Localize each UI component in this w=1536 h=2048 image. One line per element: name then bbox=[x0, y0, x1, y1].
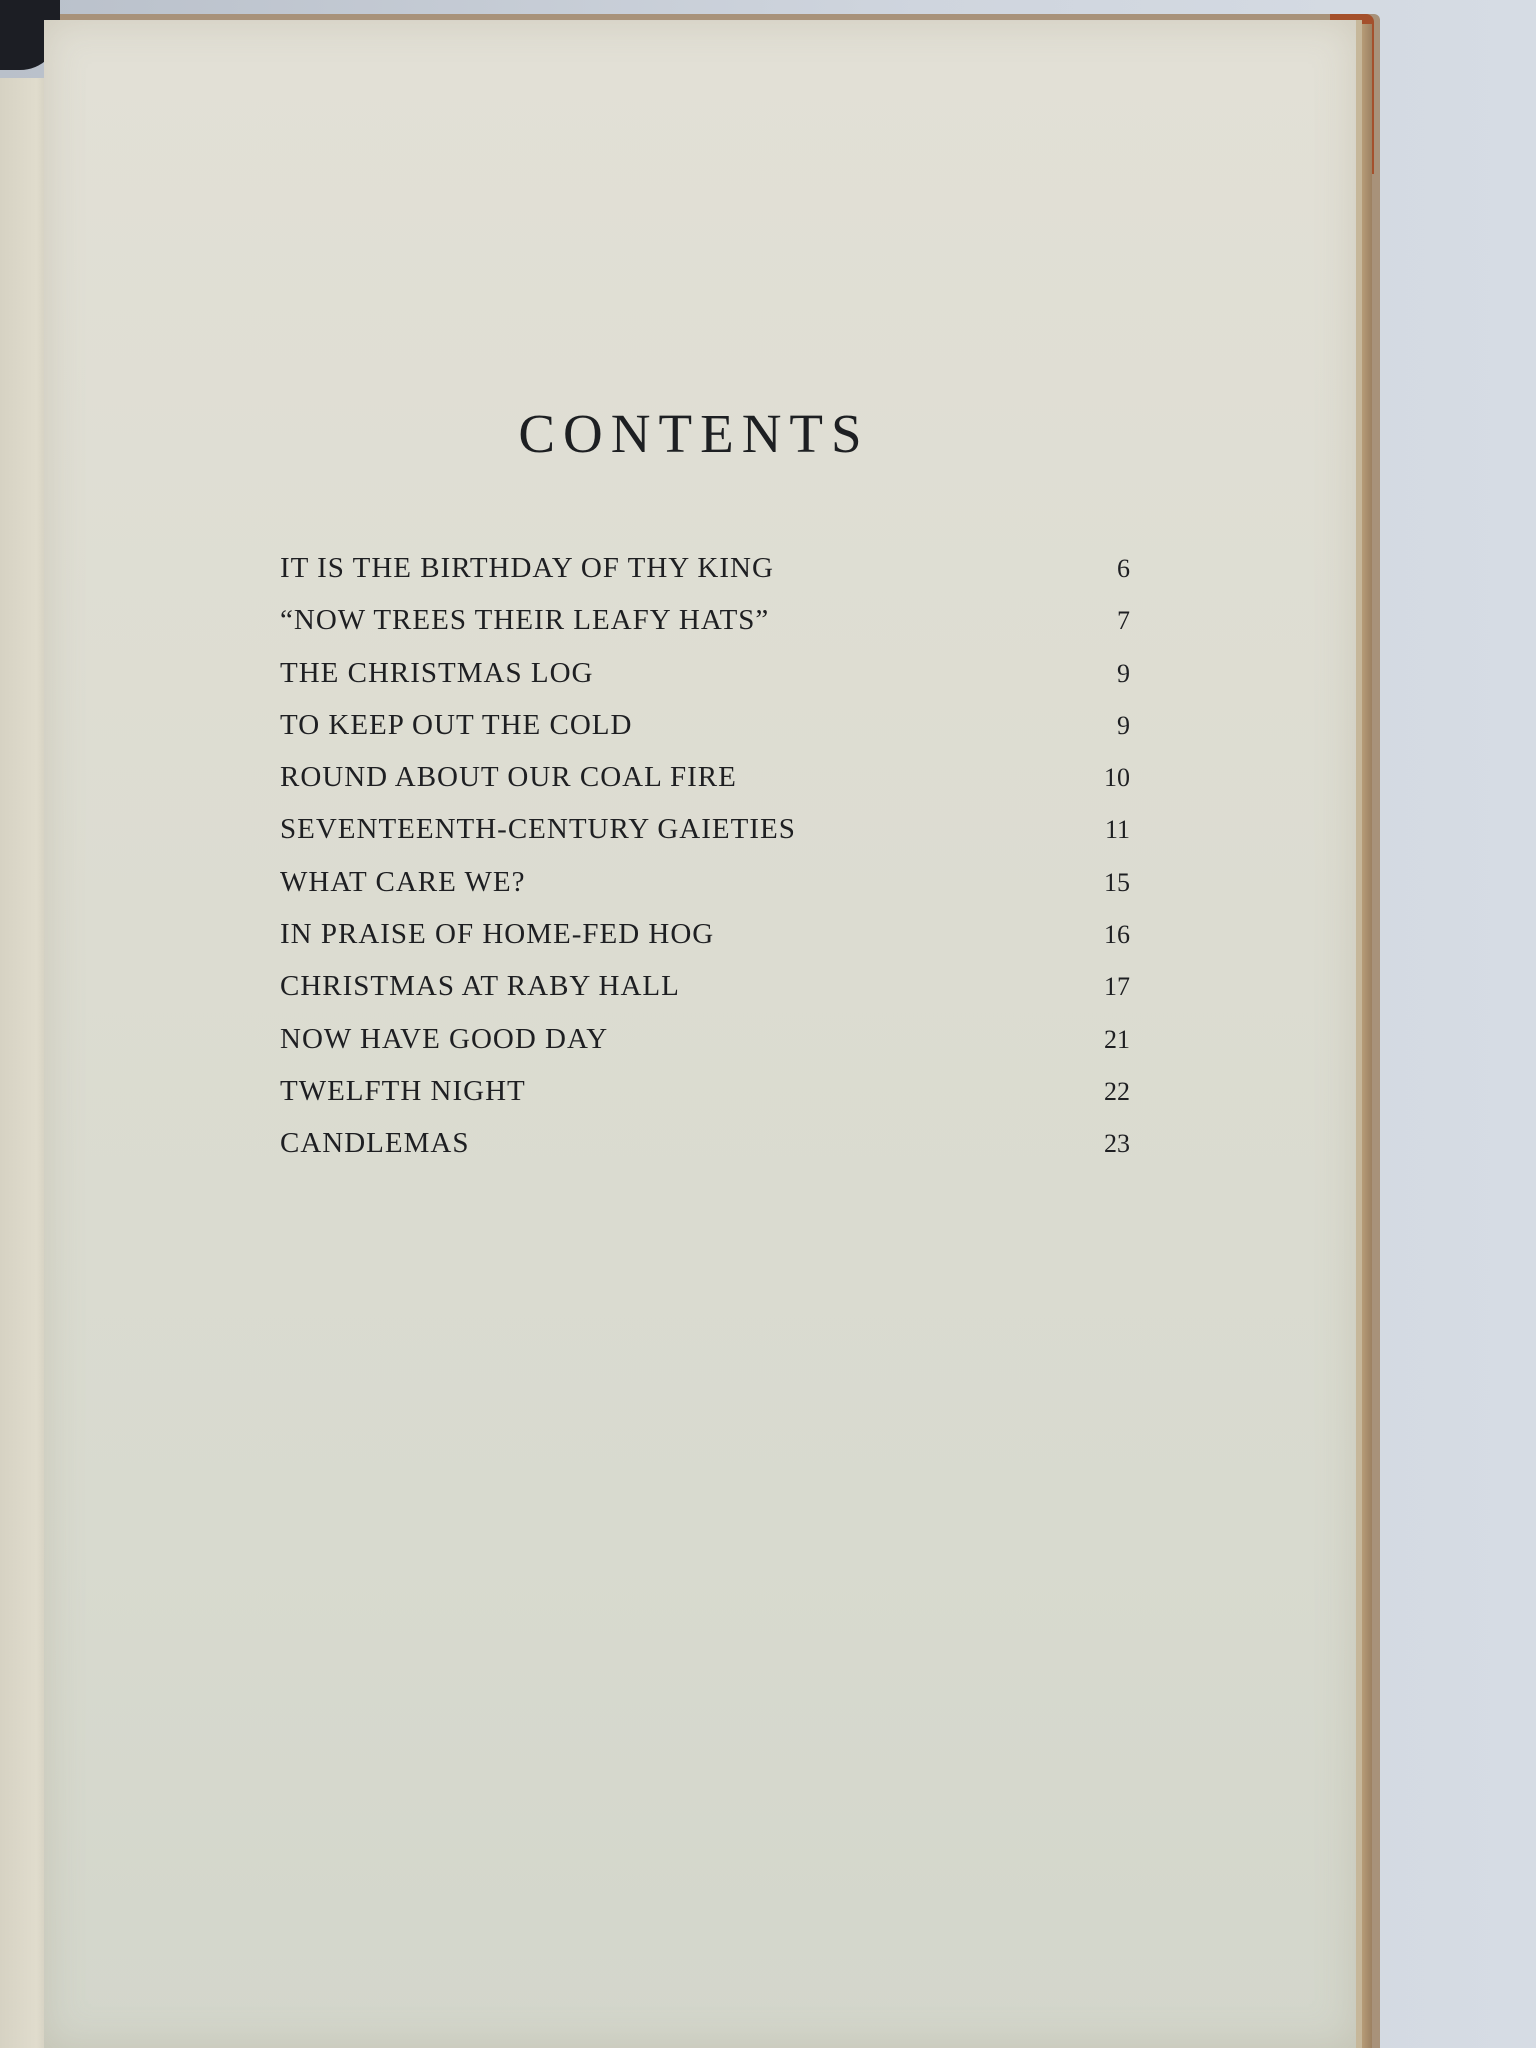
entry-page-number: 6 bbox=[1117, 554, 1130, 583]
entry-title: WHAT CARE WE? bbox=[280, 865, 526, 898]
contents-page bbox=[44, 20, 1362, 2048]
contents-entry bbox=[280, 657, 1130, 709]
entry-page-number: 9 bbox=[1117, 658, 1130, 688]
entry-title: CANDLEMAS bbox=[280, 1127, 470, 1160]
entry-title: TWELFTH NIGHT bbox=[280, 1074, 526, 1107]
contents-entry bbox=[280, 604, 1130, 656]
contents-entry bbox=[280, 709, 1130, 761]
entry-title: ROUND ABOUT OUR COAL FIRE bbox=[280, 761, 737, 794]
entry-page-number: 15 bbox=[1104, 867, 1130, 897]
entry-title: TO KEEP OUT THE COLD bbox=[280, 708, 633, 741]
entry-page-number: 16 bbox=[1104, 920, 1130, 950]
contents-entry bbox=[280, 1023, 1130, 1075]
contents-entry bbox=[280, 970, 1130, 1022]
entry-page-number: 7 bbox=[1117, 606, 1130, 636]
entry-title: IT IS THE BIRTHDAY OF THY KING bbox=[280, 552, 774, 584]
contents-list bbox=[280, 552, 1130, 1180]
entry-page-number: 23 bbox=[1104, 1129, 1130, 1159]
contents-entry bbox=[280, 918, 1130, 970]
entry-page-number: 21 bbox=[1104, 1024, 1130, 1054]
contents-heading: CONTENTS bbox=[518, 403, 870, 464]
entry-title: IN PRAISE OF HOME-FED HOG bbox=[280, 918, 715, 951]
entry-title: CHRISTMAS AT RABY HALL bbox=[280, 970, 680, 1003]
entry-title: SEVENTEENTH-CENTURY GAIETIES bbox=[280, 813, 796, 846]
entry-title: THE CHRISTMAS LOG bbox=[280, 656, 594, 689]
contents-entry bbox=[280, 1127, 1130, 1179]
contents-entry bbox=[280, 813, 1130, 865]
contents-entry bbox=[280, 552, 1130, 604]
contents-entry bbox=[280, 1075, 1130, 1127]
entry-title: “NOW TREES THEIR LEAFY HATS” bbox=[280, 604, 770, 637]
entry-page-number: 17 bbox=[1104, 972, 1130, 1002]
entry-page-number: 22 bbox=[1104, 1076, 1130, 1106]
entry-page-number: 11 bbox=[1104, 815, 1130, 845]
entry-page-number: 10 bbox=[1104, 763, 1130, 793]
entry-title: NOW HAVE GOOD DAY bbox=[280, 1022, 609, 1055]
contents-entry bbox=[280, 761, 1130, 813]
contents-entry bbox=[280, 866, 1130, 918]
entry-page-number: 9 bbox=[1117, 710, 1130, 740]
